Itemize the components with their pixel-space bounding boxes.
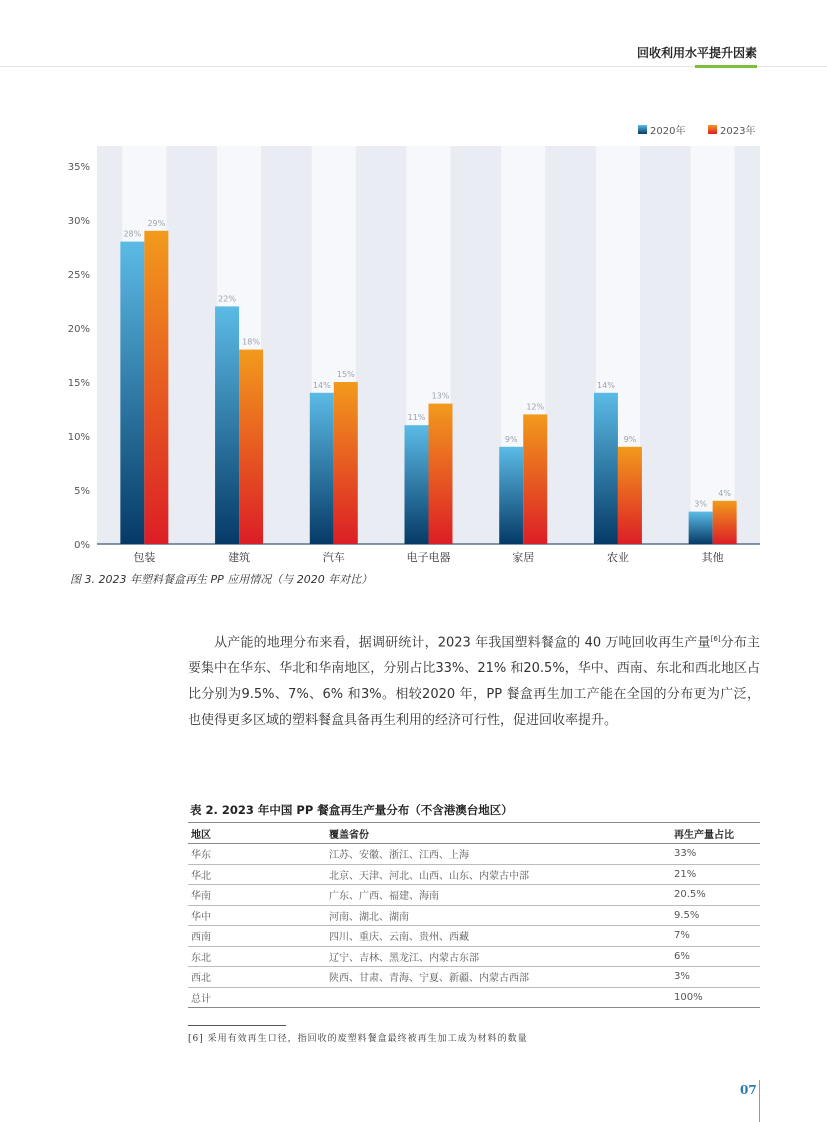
page-number: 07 xyxy=(740,1083,757,1097)
header-region: 地区 xyxy=(188,823,326,844)
legend-label: 2020年 xyxy=(650,126,686,137)
bar-2023 xyxy=(334,382,358,544)
bar-2023 xyxy=(523,414,547,544)
bar-2020 xyxy=(310,393,334,544)
cell-share: 21% xyxy=(671,864,760,885)
data-label: 9% xyxy=(504,434,518,444)
data-label: 22% xyxy=(218,294,236,304)
bar-2020 xyxy=(594,393,618,544)
cell-provinces: 陕西、甘肃、青海、宁夏、新疆、内蒙古西部 xyxy=(326,967,671,988)
category-label: 电子电器 xyxy=(406,551,451,564)
data-label: 28% xyxy=(123,229,142,239)
cell-region: 华中 xyxy=(188,905,326,926)
bar-2020 xyxy=(405,425,429,544)
bar-2023 xyxy=(618,447,642,544)
y-tick-label: 20% xyxy=(68,324,90,335)
category-band xyxy=(691,146,735,544)
table-row xyxy=(188,926,760,947)
figure-caption: 图 3. 2023 年塑料餐盒再生 PP 应用情况（与 2020 年对比） xyxy=(70,573,373,586)
cell-provinces: 河南、湖北、湖南 xyxy=(326,905,671,926)
legend-swatch xyxy=(708,125,717,134)
category-label: 包装 xyxy=(133,551,156,564)
bar-2023 xyxy=(144,231,168,544)
cell-region: 东北 xyxy=(188,946,326,967)
header-provinces: 覆盖省份 xyxy=(326,823,671,844)
data-label: 15% xyxy=(336,370,355,379)
y-tick-label: 25% xyxy=(68,270,90,281)
data-label: 14% xyxy=(597,380,615,390)
table-row xyxy=(188,946,760,967)
bar-2023 xyxy=(713,501,737,544)
table-row xyxy=(188,967,760,988)
body-text-part1: 从产能的地理分布来看，据调研统计，2023 年我国塑料餐盒的 40 万吨回收再生产量 xyxy=(214,635,711,651)
y-tick-label: 10% xyxy=(68,432,90,443)
data-label: 12% xyxy=(526,402,545,412)
data-label: 4% xyxy=(718,488,731,498)
table-row xyxy=(188,864,760,885)
y-tick-label: 35% xyxy=(68,162,90,173)
bar-2020 xyxy=(215,306,239,544)
bar-2020 xyxy=(689,512,713,544)
header-share: 再生产量占比 xyxy=(671,823,760,844)
data-label: 14% xyxy=(312,380,331,390)
cell-region: 华东 xyxy=(188,844,326,865)
data-label: 11% xyxy=(407,413,426,423)
distribution-table xyxy=(188,822,760,1008)
cell-share: 33% xyxy=(671,844,760,865)
table-row-total xyxy=(188,987,760,1008)
footnote-ref[interactable]: [6] xyxy=(710,635,721,643)
cell-region: 西南 xyxy=(188,926,326,947)
table-row xyxy=(188,885,760,906)
bar-2020 xyxy=(499,447,523,544)
legend-swatch xyxy=(638,125,647,134)
bar-chart xyxy=(68,118,768,570)
category-label: 家居 xyxy=(512,551,535,564)
body-paragraph xyxy=(188,626,760,734)
bar-2023 xyxy=(429,404,453,544)
table-row xyxy=(188,844,760,865)
data-label: 3% xyxy=(694,499,707,509)
footnote: [6] 采用有效再生口径，指回收的废塑料餐盒最终被再生加工成为材料的数量 xyxy=(188,1034,528,1044)
table-header-row xyxy=(188,823,760,844)
cell-region: 华北 xyxy=(188,864,326,885)
legend-label: 2023年 xyxy=(720,126,756,137)
data-label: 9% xyxy=(623,434,637,444)
cell-provinces xyxy=(326,987,671,1008)
y-tick-label: 5% xyxy=(74,486,90,497)
y-tick-label: 0% xyxy=(74,540,90,551)
cell-share: 7% xyxy=(671,926,760,947)
cell-provinces: 江苏、安徽、浙江、江西、上海 xyxy=(326,844,671,865)
header-accent-bar xyxy=(695,65,757,68)
category-label: 其他 xyxy=(701,551,724,564)
category-label: 汽车 xyxy=(322,551,345,564)
bar-2023 xyxy=(239,350,263,544)
cell-region: 总计 xyxy=(188,987,326,1008)
table-title: 表 2. 2023 年中国 PP 餐盒再生产量分布（不含港澳台地区） xyxy=(190,803,513,817)
category-label: 建筑 xyxy=(228,551,251,564)
cell-provinces: 北京、天津、河北、山西、山东、内蒙古中部 xyxy=(326,864,671,885)
cell-region: 西北 xyxy=(188,967,326,988)
section-title: 回收利用水平提升因素 xyxy=(636,46,757,60)
footnote-divider xyxy=(188,1025,286,1026)
cell-share: 100% xyxy=(671,987,760,1008)
cell-provinces: 四川、重庆、云南、贵州、西藏 xyxy=(326,926,671,947)
data-label: 18% xyxy=(242,337,260,347)
y-tick-label: 15% xyxy=(68,378,90,389)
cell-region: 华南 xyxy=(188,885,326,906)
table-row xyxy=(188,905,760,926)
cell-share: 3% xyxy=(671,967,760,988)
data-label: 29% xyxy=(147,218,166,228)
body-text-part2: 分布主要集中在华东、华北和华南地区，分别占比33%、21% 和20.5%，华中、西南、东北和西北地区占比分别为9.5%、7%、6% 和3%。相较2020 年，PP 餐盒再生加工产能在全国的分布更为广泛，也使得更多区域的塑料餐盒具备再生利用的经济可行性，促进回收率提升。 xyxy=(188,635,760,729)
data-label: 13% xyxy=(431,391,450,401)
cell-share: 9.5% xyxy=(671,905,760,926)
y-tick-label: 30% xyxy=(68,216,90,227)
cell-provinces: 广东、广西、福建、海南 xyxy=(326,885,671,906)
page-number-rule xyxy=(759,1080,760,1122)
cell-share: 6% xyxy=(671,946,760,967)
category-label: 农业 xyxy=(606,551,629,564)
cell-provinces: 辽宁、吉林、黑龙江、内蒙古东部 xyxy=(326,946,671,967)
bar-2020 xyxy=(120,242,144,544)
cell-share: 20.5% xyxy=(671,885,760,906)
